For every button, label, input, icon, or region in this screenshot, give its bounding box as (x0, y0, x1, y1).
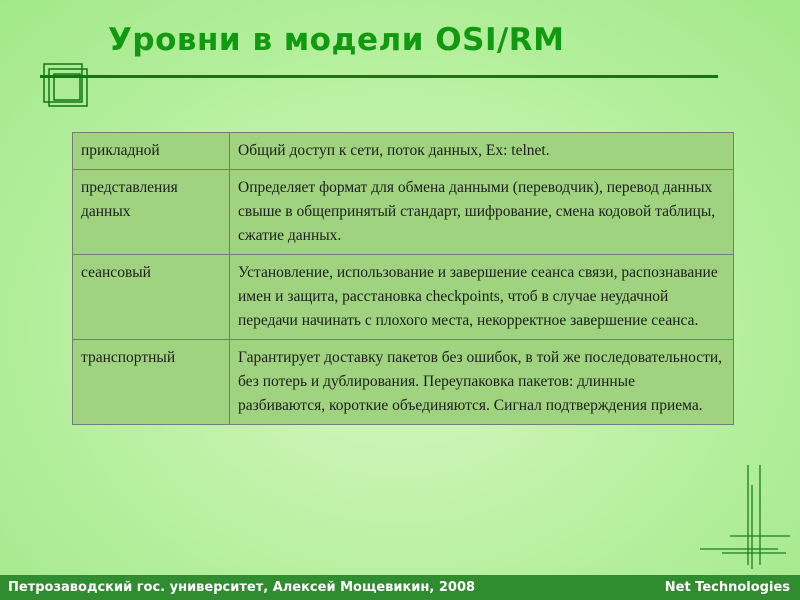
slide-title: Уровни в модели OSI/RM (108, 22, 565, 58)
layer-description-cell: Установление, использование и завершение сеанса связи, распознавание имен и защита, расстановка checkpoints, чтоб в случае неудачной передачи начинать с плохого места, некорректное завершение сеанса. (230, 255, 734, 340)
layer-name-cell: прикладной (73, 133, 230, 170)
table-row (73, 340, 734, 425)
corner-squares-decoration (40, 62, 90, 108)
layer-description-cell: Гарантирует доставку пакетов без ошибок, в той же последовательности, без потерь и дублирования. Переупаковка пакетов: длинные разбиваются, короткие объединяются. Сигнал подтверждения приема. (230, 340, 734, 425)
layer-name-cell: сеансовый (73, 255, 230, 340)
layer-name-cell: представления данных (73, 170, 230, 255)
table-row (73, 170, 734, 255)
footer-course: Net Technologies (664, 580, 790, 595)
footer-bar (0, 575, 800, 600)
table-row (73, 255, 734, 340)
osi-layers-table (72, 132, 734, 425)
layer-description-cell: Определяет формат для обмена данными (переводчик), перевод данных свыше в общепринятый стандарт, шифрование, смена кодовой таблицы, сжатие данных. (230, 170, 734, 255)
layer-name-cell: транспортный (73, 340, 230, 425)
layer-description-cell: Общий доступ к сети, поток данных, Ex: telnet. (230, 133, 734, 170)
title-underline (40, 75, 718, 78)
grid-lines-decoration (700, 465, 790, 570)
table-row (73, 133, 734, 170)
footer-author: Петрозаводский гос. университет, Алексей Мощевикин, 2008 (8, 580, 476, 595)
